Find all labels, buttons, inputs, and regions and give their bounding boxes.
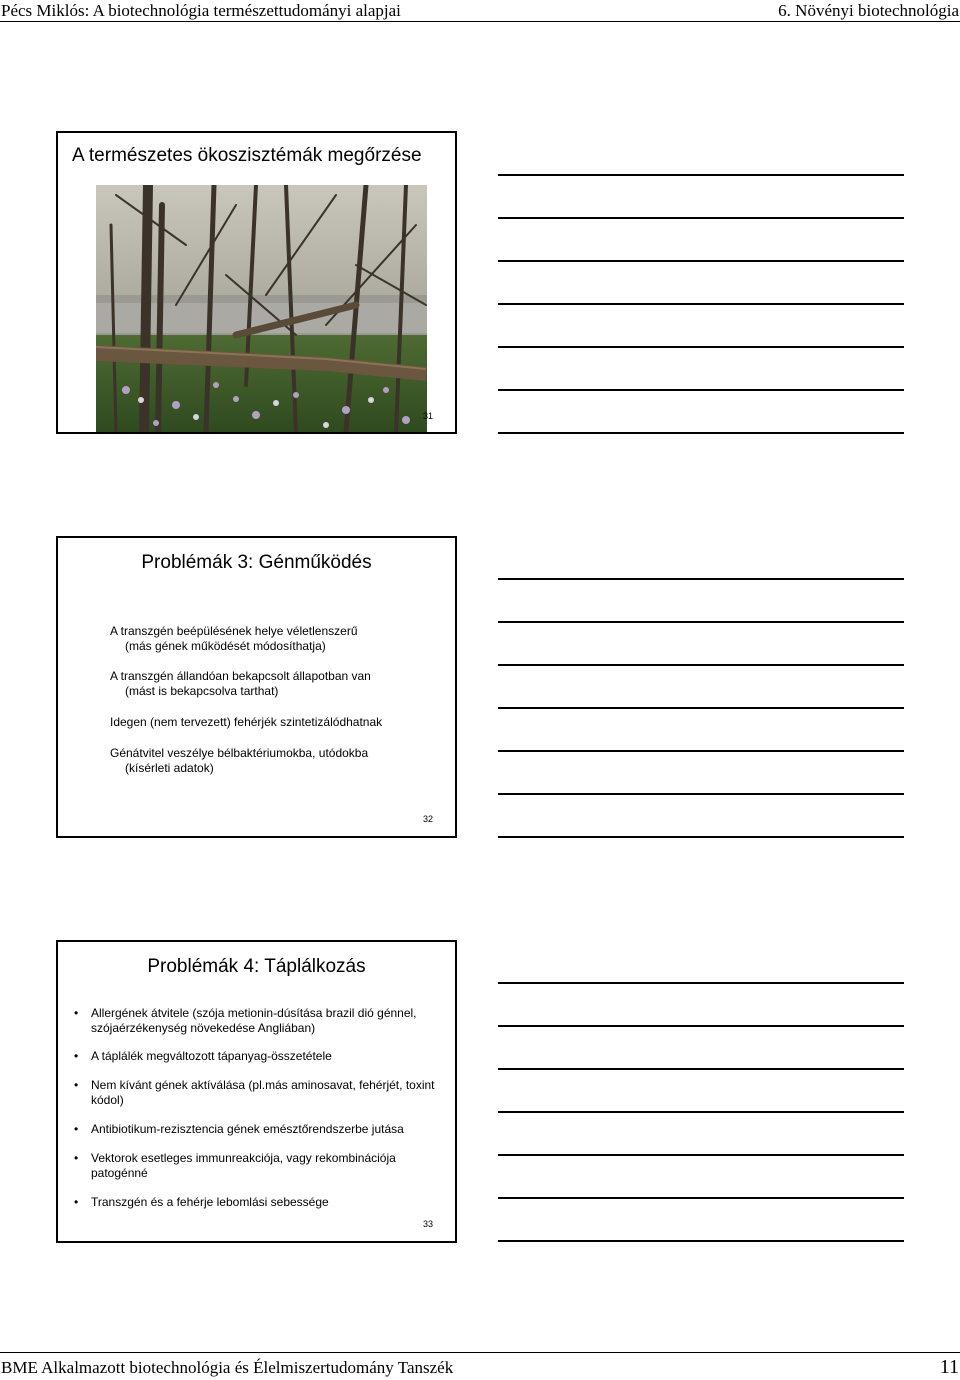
list-item: • Antibiotikum-rezisztencia gének emésztőrendszerbe jutása [74, 1122, 404, 1136]
list-item: Idegen (nem tervezett) fehérjék szintetizálódhatnak [110, 715, 383, 729]
notes-line [498, 750, 904, 752]
slide-33 [56, 940, 457, 1243]
header-rule [0, 21, 960, 22]
forest-wetland-photo [96, 185, 427, 432]
notes-line [498, 260, 904, 262]
slide-number: 32 [422, 814, 433, 824]
list-item: A transzgén beépülésének helye véletlenszerű (más gének működését módosíthatja) [110, 624, 358, 653]
notes-line [498, 982, 904, 984]
notes-line [498, 793, 904, 795]
notes-line [498, 1068, 904, 1070]
notes-line [498, 621, 904, 623]
bullet-list [74, 1006, 444, 1210]
notes-line [498, 389, 904, 391]
bullet-icon: • [74, 1195, 79, 1209]
notes-line [498, 174, 904, 176]
header-right-text: 6. Növényi biotechnológia [778, 1, 959, 20]
notes-line [498, 836, 904, 838]
list-item: • Allergének átvitele (szója metionin-dúsítása brazil dió génnel, szójaérzékenység növekedése Angliában) [74, 1006, 417, 1035]
notes-line [498, 1197, 904, 1199]
footer-department: BME Alkalmazott biotechnológia és Élelmiszertudomány Tanszék [1, 1358, 454, 1377]
list-item: Génátvitel veszélye bélbaktériumokba, utódokba (kísérleti adatok) [110, 746, 369, 775]
header-left-text: Pécs Miklós: A biotechnológia természettudományi alapjai [1, 1, 401, 20]
notes-line [498, 578, 904, 580]
notes-line [498, 346, 904, 348]
forest-photo-illustration [96, 185, 427, 432]
slide-number: 33 [422, 1219, 433, 1229]
bullet-icon: • [74, 1049, 79, 1063]
notes-line [498, 217, 904, 219]
bullet-icon: • [74, 1006, 79, 1020]
page-header [0, 0, 960, 22]
notes-line [498, 432, 904, 434]
notes-line [498, 1111, 904, 1113]
slide-title: Problémák 4: Táplálkozás [147, 956, 366, 977]
slide-number: 31 [422, 411, 433, 421]
list-item: • Vektorok esetleges immunreakciója, vagy rekombinációja patogénné [74, 1151, 396, 1180]
slide-31 [56, 131, 457, 434]
bullet-icon: • [74, 1078, 79, 1092]
list-item: A transzgén állandóan bekapcsolt állapotban van (mást is bekapcsolva tarthat) [110, 669, 371, 698]
slide-title: A természetes ökoszisztémák megőrzése [72, 145, 422, 166]
list-item: • Transzgén és a fehérje lebomlási sebessége [74, 1195, 329, 1209]
bullet-icon: • [74, 1122, 79, 1136]
slide-32 [56, 536, 457, 838]
bullet-icon: • [74, 1151, 79, 1165]
notes-line [498, 303, 904, 305]
page-footer [0, 1352, 960, 1380]
problem-list [110, 624, 450, 791]
notes-line [498, 664, 904, 666]
footer-rule [0, 1352, 960, 1353]
list-item: • Nem kívánt gének aktíválása (pl.más aminosavat, fehérjét, toxint kódol) [74, 1078, 435, 1107]
slide-title: Problémák 3: Génműködés [141, 552, 372, 573]
page-number: 11 [939, 1356, 959, 1378]
list-item: • A táplálék megváltozott tápanyag-összetétele [74, 1049, 332, 1063]
notes-line [498, 1025, 904, 1027]
notes-line [498, 707, 904, 709]
notes-line [498, 1240, 904, 1242]
notes-line [498, 1154, 904, 1156]
